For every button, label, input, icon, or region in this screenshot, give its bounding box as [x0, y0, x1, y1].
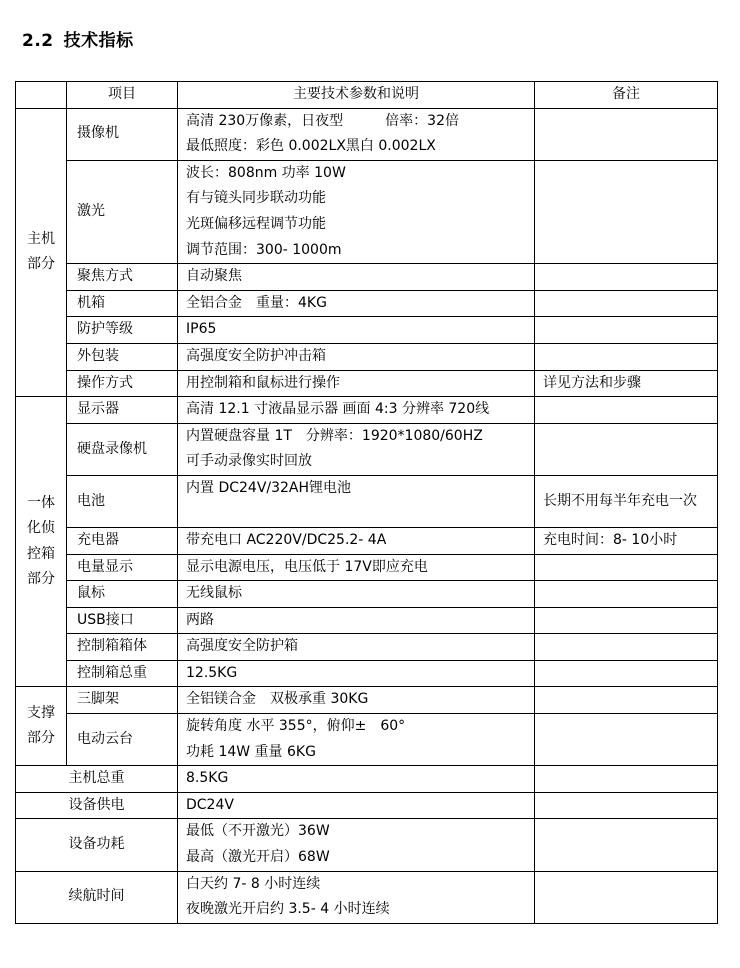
table-row	[16, 714, 718, 766]
desc-line: 白天约 7- 8 小时连续	[186, 875, 321, 892]
item-control-box: 控制箱箱体	[67, 634, 178, 661]
note-mouse	[535, 581, 718, 608]
desc-line: 最低照度：彩色 0.002LX黑白 0.002LX	[186, 138, 436, 155]
item-battery: 电池	[67, 475, 178, 527]
note-recorder	[535, 423, 718, 475]
desc-line: 内置硬盘容量 1T 分辨率：1920*1080/60HZ	[186, 427, 483, 444]
table-row	[16, 554, 718, 581]
section-support: 支撑部分	[16, 687, 67, 766]
desc-line: 波长：808nm 功率 10W	[186, 164, 346, 181]
desc-line: 无线鼠标	[186, 585, 242, 602]
desc-packaging	[178, 343, 535, 370]
desc-operation	[178, 370, 535, 397]
item-control-weight: 控制箱总重	[67, 660, 178, 687]
desc-line: 自动聚焦	[186, 268, 242, 285]
desc-line: 内置 DC24V/32AH锂电池	[186, 479, 352, 496]
table-row	[16, 370, 718, 397]
table-row	[16, 819, 718, 871]
note-usb	[535, 607, 718, 634]
table-row	[16, 871, 718, 923]
table-header-row	[16, 82, 718, 109]
desc-line: 全铝镁合金 双极承重 30KG	[186, 691, 369, 708]
desc-line: DC24V	[186, 796, 234, 813]
table-row	[16, 397, 718, 424]
item-operation: 操作方式	[67, 370, 178, 397]
desc-focus	[178, 264, 535, 291]
note-battery	[535, 475, 718, 527]
desc-line: 带充电口 AC220V/DC25.2- 4A	[186, 531, 387, 548]
desc-line: 有与镜头同步联动功能	[186, 190, 326, 207]
note-text: 充电时间：8- 10小时	[543, 531, 678, 548]
desc-line: 用控制箱和鼠标进行操作	[186, 374, 340, 391]
table-row	[16, 660, 718, 687]
desc-line: 高清 12.1 寸液晶显示器 画面 4:3 分辨率 720线	[186, 401, 490, 418]
item-ptz: 电动云台	[67, 714, 178, 766]
note-focus	[535, 264, 718, 291]
table-row	[16, 475, 718, 527]
table-row	[16, 343, 718, 370]
desc-host-weight	[178, 766, 535, 793]
spec-table	[15, 81, 718, 924]
desc-line: 光斑偏移远程调节功能	[186, 215, 326, 232]
table-row	[16, 687, 718, 714]
table-row	[16, 108, 718, 160]
note-packaging	[535, 343, 718, 370]
desc-protection	[178, 317, 535, 344]
desc-power-display	[178, 554, 535, 581]
table-row	[16, 634, 718, 661]
desc-control-box	[178, 634, 535, 661]
desc-usb	[178, 607, 535, 634]
section-main: 主机部分	[16, 108, 67, 397]
note-tripod	[535, 687, 718, 714]
desc-mouse	[178, 581, 535, 608]
item-case: 机箱	[67, 290, 178, 317]
section-control: 一体化侦控箱部分	[16, 397, 67, 687]
note-charger	[535, 527, 718, 554]
note-operation	[535, 370, 718, 397]
header-blank	[16, 82, 67, 109]
item-power-display: 电量显示	[67, 554, 178, 581]
desc-tripod	[178, 687, 535, 714]
table-row	[16, 264, 718, 291]
note-power-consumption	[535, 819, 718, 871]
heading-text: 技术指标	[63, 31, 134, 51]
item-mouse: 鼠标	[67, 581, 178, 608]
note-control-box	[535, 634, 718, 661]
desc-case	[178, 290, 535, 317]
heading-number: 2.2	[22, 31, 54, 51]
table-row	[16, 317, 718, 344]
table-row	[16, 423, 718, 475]
header-params: 主要技术参数和说明	[178, 82, 535, 109]
desc-line: 高清 230万像素，日夜型 倍率：32倍	[186, 112, 459, 129]
desc-line: 8.5KG	[186, 770, 229, 787]
item-endurance: 续航时间	[16, 871, 178, 923]
desc-line: 功耗 14W 重量 6KG	[186, 743, 316, 760]
desc-line: 旋转角度 水平 355°，俯仰± 60°	[186, 718, 406, 735]
item-laser: 激光	[67, 160, 178, 263]
desc-battery	[178, 475, 535, 527]
note-power-display	[535, 554, 718, 581]
desc-display	[178, 397, 535, 424]
note-laser	[535, 160, 718, 263]
desc-power-consumption	[178, 819, 535, 871]
desc-ptz	[178, 714, 535, 766]
note-control-weight	[535, 660, 718, 687]
note-camera	[535, 108, 718, 160]
desc-control-weight	[178, 660, 535, 687]
item-power-supply: 设备供电	[16, 792, 178, 819]
desc-camera	[178, 108, 535, 160]
desc-line: 可手动录像实时回放	[186, 453, 312, 470]
table-row	[16, 527, 718, 554]
item-usb: USB接口	[67, 607, 178, 634]
note-text: 详见方法和步骤	[543, 374, 641, 391]
item-camera: 摄像机	[67, 108, 178, 160]
note-host-weight	[535, 766, 718, 793]
desc-recorder	[178, 423, 535, 475]
table-row	[16, 607, 718, 634]
desc-line: 全铝合金 重量：4KG	[186, 294, 327, 311]
desc-line: IP65	[186, 321, 217, 338]
note-ptz	[535, 714, 718, 766]
note-case	[535, 290, 718, 317]
note-text: 长期不用每半年充电一次	[543, 492, 697, 509]
desc-endurance	[178, 871, 535, 923]
desc-charger	[178, 527, 535, 554]
desc-line: 最高（激光开启）68W	[186, 849, 330, 866]
item-protection: 防护等级	[67, 317, 178, 344]
item-packaging: 外包装	[67, 343, 178, 370]
desc-line: 两路	[186, 611, 214, 628]
desc-line: 最低（不开激光）36W	[186, 823, 330, 840]
header-notes: 备注	[535, 82, 718, 109]
table-row	[16, 160, 718, 263]
desc-power-supply	[178, 792, 535, 819]
desc-laser	[178, 160, 535, 263]
note-endurance	[535, 871, 718, 923]
item-focus: 聚焦方式	[67, 264, 178, 291]
desc-line: 12.5KG	[186, 664, 238, 681]
header-item: 项目	[67, 82, 178, 109]
desc-line: 高强度安全防护冲击箱	[186, 347, 326, 364]
desc-line: 高强度安全防护箱	[186, 638, 298, 655]
item-power-consumption: 设备功耗	[16, 819, 178, 871]
note-protection	[535, 317, 718, 344]
table-row	[16, 581, 718, 608]
desc-line: 调节范围：300- 1000m	[186, 241, 342, 258]
desc-line: 夜晚激光开启约 3.5- 4 小时连续	[186, 901, 390, 918]
table-row	[16, 766, 718, 793]
note-power-supply	[535, 792, 718, 819]
desc-line: 显示电源电压，电压低于 17V即应充电	[186, 558, 428, 575]
note-display	[535, 397, 718, 424]
item-recorder: 硬盘录像机	[67, 423, 178, 475]
item-display: 显示器	[67, 397, 178, 424]
table-row	[16, 290, 718, 317]
item-tripod: 三脚架	[67, 687, 178, 714]
item-host-weight: 主机总重	[16, 766, 178, 793]
section-heading	[22, 26, 144, 51]
table-row	[16, 792, 718, 819]
item-charger: 充电器	[67, 527, 178, 554]
